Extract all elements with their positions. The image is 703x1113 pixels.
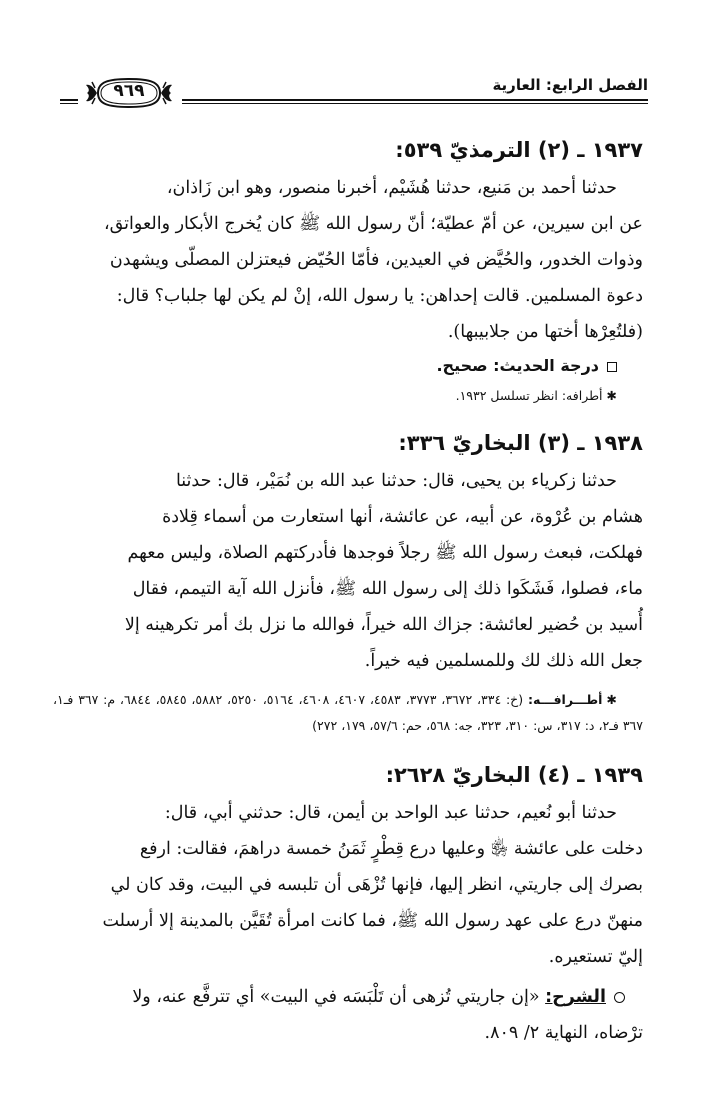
asterisk-icon: ✱	[606, 388, 617, 403]
running-header	[60, 72, 648, 112]
hadith-entry	[53, 763, 643, 1051]
hadith-line: جعل الله ذلك لك وللمسلمين فيه خيراً.	[364, 651, 643, 671]
header-rule	[182, 99, 648, 101]
commentary-line: ترْضاه، النهاية ٢/ ٨٠٩.	[484, 1023, 643, 1043]
asterisk-icon: ✱	[606, 692, 617, 707]
hadith-line: إليّ تستعيره.	[548, 947, 643, 967]
hadith-grade	[53, 356, 643, 375]
references-line: ٥٨٤٥، ٦٨٤٤، م: ٣٦٧ فـ١، ٣٦٧ فـ٢، د: ٣١٧، س: ٣١٠، ٣٢٣، جه: ٥٦٨، حم: ٥٧/٦، ١٧٩،	[53, 692, 643, 733]
hadith-line: حدثنا أحمد بن مَنيع، حدثنا هُشَيْم، أخبرنا منصور، وهو ابن زَاذان،	[166, 178, 617, 198]
commentary	[53, 979, 643, 1015]
circle-bullet-icon	[614, 992, 625, 1003]
commentary-line: «إن جاريتي تُزهى أن تَلْبَسَه في البيت» أي تترفَّع عنه، ولا	[132, 987, 540, 1007]
references-line: (خ: ٣٣٤، ٣٦٧٢، ٣٧٧٣، ٤٥٨٣، ٤٦٠٧، ٤٦٠٨، ٥١٦٤، ٥٢٥٠، ٥٨٨٢،	[191, 692, 524, 707]
hadith-entry	[53, 431, 643, 739]
hadith-line: ماء، فصلوا، فَشَكَوا ذلك إلى رسول الله ﷺ، فأنزل الله آية التيمم، فقال	[132, 579, 643, 599]
grade-text: درجة الحديث: صحيح.	[436, 356, 599, 375]
hadith-line: وذوات الخدور، والحُيَّض في العيدين، فأمّا الحُيّض فيعتزلن المصلّى ويشهدن	[109, 250, 643, 270]
hadith-line: هشام بن عُرْوة، عن أبيه، عن عائشة، أنها استعارت من أسماء قِلادة	[162, 507, 643, 527]
hadith-line: عن ابن سيرين، عن أمّ عطيّة؛ أنّ رسول الله ﷺ كان يُخرج الأبكار والعواتق،	[103, 214, 643, 234]
hadith-line: بصرك إلى جاريتي، انظر إليها، فإنها تُزْهَى أن تلبسه في البيت، وقد كان لي	[110, 875, 643, 895]
hadith-line: حدثنا زكرياء بن يحيى، قال: حدثنا عبد الله بن نُمَيْر، قال: حدثنا	[175, 471, 617, 491]
hadith-references	[53, 687, 643, 739]
references-line: ٢٧٢)	[312, 718, 338, 733]
entry-heading: ١٩٣٨ ـ (٣) البخاريّ ٣٣٦:	[398, 431, 643, 455]
hadith-line: حدثنا أبو نُعيم، حدثنا عبد الواحد بن أيمن، قال: حدثني أبي، قال:	[164, 803, 617, 823]
header-rule-left-thin	[60, 103, 78, 104]
hadith-line: دخلت على عائشة ﵂ وعليها درع قِطْرٍ ثَمَنُ خمسة دراهمَ، فقالت: ارفع	[139, 839, 643, 859]
references-text: أطرافه: انظر تسلسل ١٩٣٢.	[455, 388, 603, 403]
page-content	[53, 138, 643, 1051]
hadith-line: أُسيد بن حُضير لعائشة: جزاك الله خيراً، فوالله ما نزل بك أمر تكرهينه إلا	[124, 615, 643, 635]
commentary-label: الشرح:	[545, 987, 606, 1007]
hadith-line: دعوة المسلمين. قالت إحداهن: يا رسول الله، إنْ لم يكن لها جلباب؟ قال:	[116, 286, 643, 306]
square-bullet-icon	[607, 362, 617, 372]
hadith-line: (فلتُعِرْها أختها من جلابيبها).	[447, 322, 643, 342]
page-number-badge	[84, 76, 174, 110]
hadith-line: فهلكت، فبعث رسول الله ﷺ رجلاً فوجدها فأدركتهم الصلاة، وليس معهم	[127, 543, 643, 563]
hadith-line: منهنّ درع على عهد رسول الله ﷺ، فما كانت امرأة تُقَيَّن بالمدينة إلا أرسلت	[102, 911, 643, 931]
page-number: ٩٦٩	[113, 81, 145, 101]
hadith-references	[53, 383, 643, 409]
references-label: أطـــرافـــه:	[527, 692, 603, 707]
chapter-title: الفصل الرابع: العارية	[492, 76, 648, 94]
hadith-entry	[53, 138, 643, 409]
header-rule-thin	[182, 103, 648, 104]
entry-heading: ١٩٣٩ ـ (٤) البخاريّ ٢٦٢٨:	[385, 763, 643, 787]
entry-heading: ١٩٣٧ ـ (٢) الترمذيّ ٥٣٩:	[395, 138, 643, 162]
header-rule-left	[60, 99, 78, 101]
